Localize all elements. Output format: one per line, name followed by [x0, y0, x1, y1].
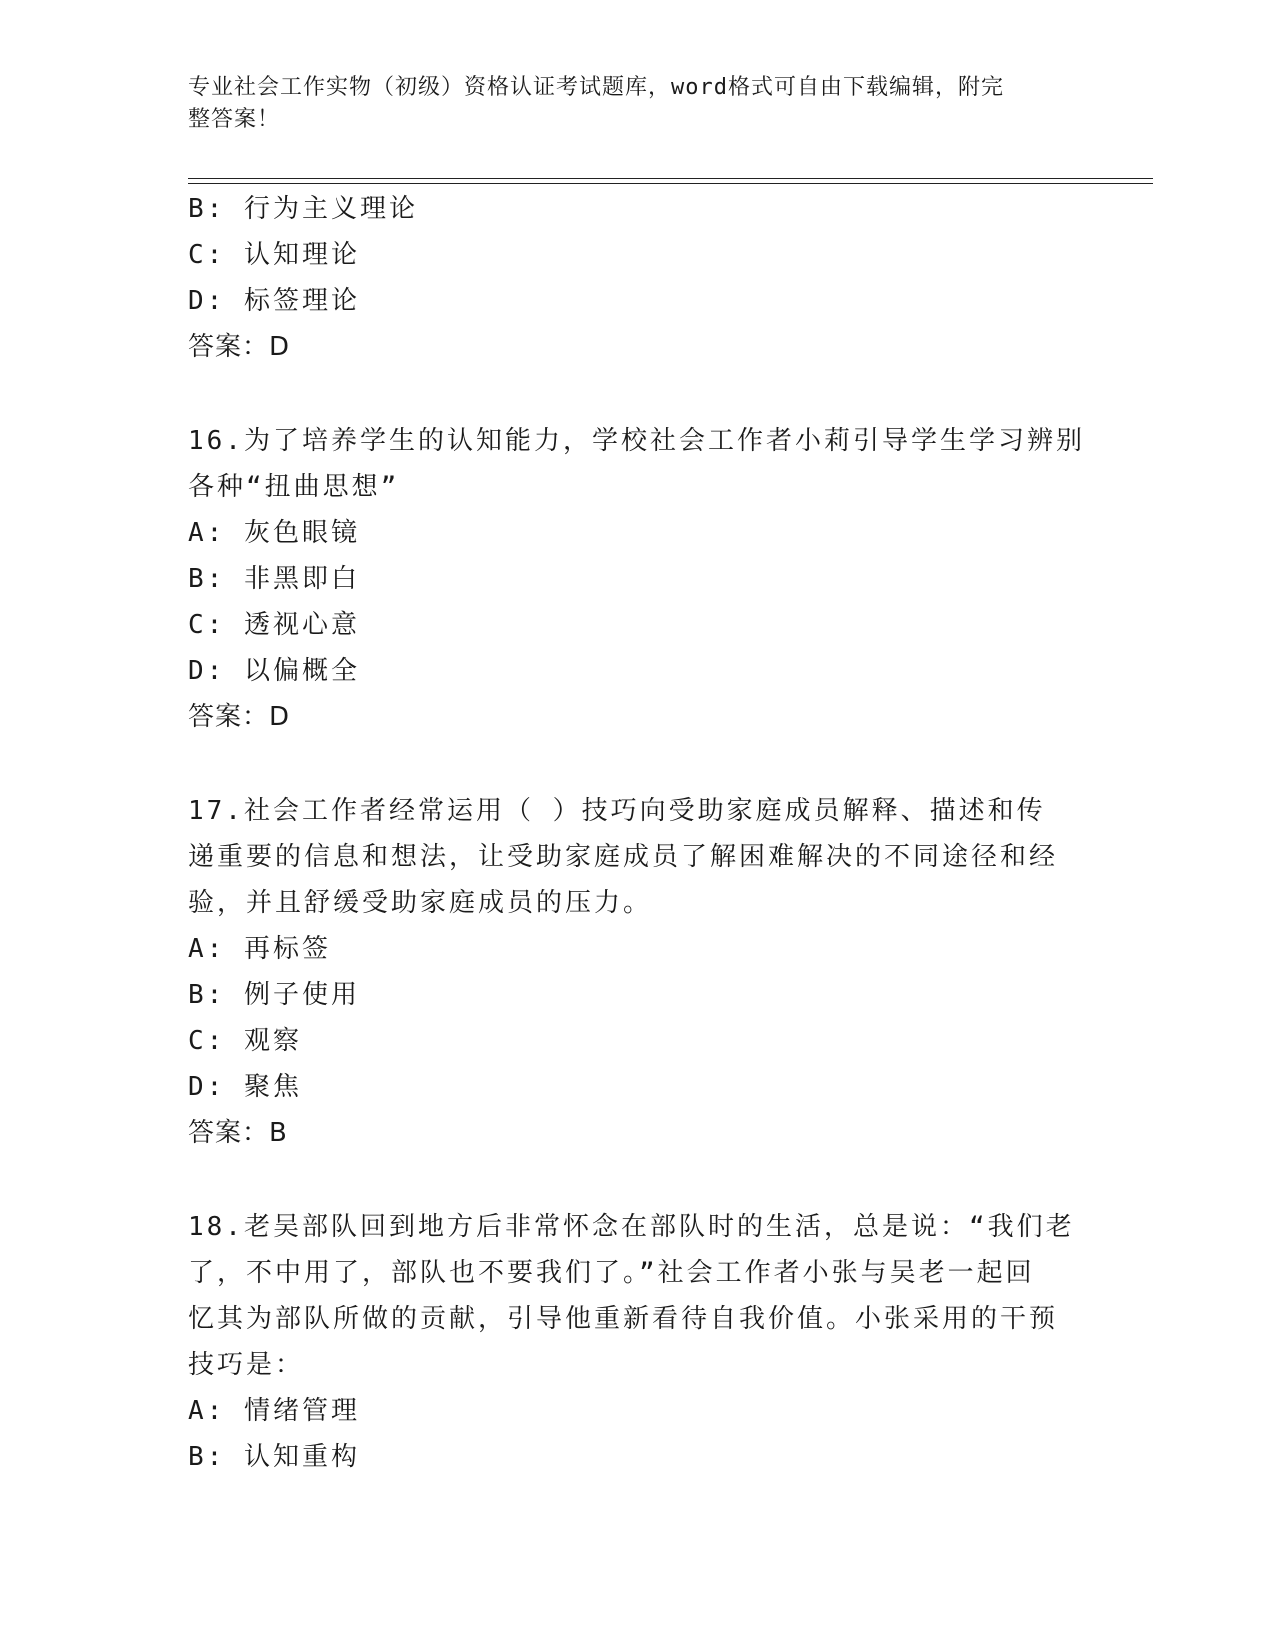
- option-a: A: 再标签: [188, 934, 331, 964]
- question-text-line: 技巧是：: [188, 1350, 305, 1380]
- answer: 答案：D: [188, 702, 291, 732]
- header-line-2: 整答案！: [188, 107, 281, 132]
- option-a: A: 情绪管理: [188, 1396, 360, 1426]
- option-c: C: 透视心意: [188, 610, 360, 640]
- header-rule-top: [188, 178, 1153, 179]
- question-list: [188, 186, 1088, 1480]
- option-b: B: 行为主义理论: [188, 194, 418, 224]
- question-text-line: 各种“扭曲思想”: [188, 472, 400, 502]
- question-17: [188, 788, 1088, 1156]
- option-d: D: 以偏概全: [188, 656, 360, 686]
- question-text-line: 了，不中用了，部队也不要我们了。”社会工作者小张与吴老一起回: [188, 1258, 1035, 1288]
- question-text-line: 16.为了培养学生的认知能力，学校社会工作者小莉引导学生学习辨别: [188, 426, 1085, 456]
- spacer: [188, 740, 1088, 788]
- question-text-line: 验，并且舒缓受助家庭成员的压力。: [188, 888, 653, 918]
- header-line-1: 专业社会工作实物（初级）资格认证考试题库，word格式可自由下载编辑，附完: [188, 75, 1004, 100]
- option-b: B: 例子使用: [188, 980, 360, 1010]
- option-d: D: 标签理论: [188, 286, 360, 316]
- option-c: C: 认知理论: [188, 240, 360, 270]
- spacer: [188, 1156, 1088, 1204]
- question-text-line: 递重要的信息和想法，让受助家庭成员了解困难解决的不同途径和经: [188, 842, 1059, 872]
- question-text-line: 17.社会工作者经常运用（ ）技巧向受助家庭成员解释、描述和传: [188, 796, 1046, 826]
- option-d: D: 聚焦: [188, 1072, 302, 1102]
- question-18: [188, 1204, 1088, 1480]
- header-rule-bottom: [188, 183, 1153, 184]
- question-text-line: 忆其为部队所做的贡献，引导他重新看待自我价值。小张采用的干预: [188, 1304, 1059, 1334]
- answer: 答案：B: [188, 1118, 288, 1148]
- answer: 答案：D: [188, 332, 291, 362]
- question-16: [188, 418, 1088, 740]
- option-b: B: 认知重构: [188, 1442, 360, 1472]
- spacer: [188, 370, 1088, 418]
- question-15-tail: [188, 186, 1088, 370]
- option-a: A: 灰色眼镜: [188, 518, 360, 548]
- question-text-line: 18.老吴部队回到地方后非常怀念在部队时的生活，总是说：“我们老: [188, 1212, 1075, 1242]
- option-b: B: 非黑即白: [188, 564, 360, 594]
- option-c: C: 观察: [188, 1026, 302, 1056]
- page-header: [188, 72, 1068, 136]
